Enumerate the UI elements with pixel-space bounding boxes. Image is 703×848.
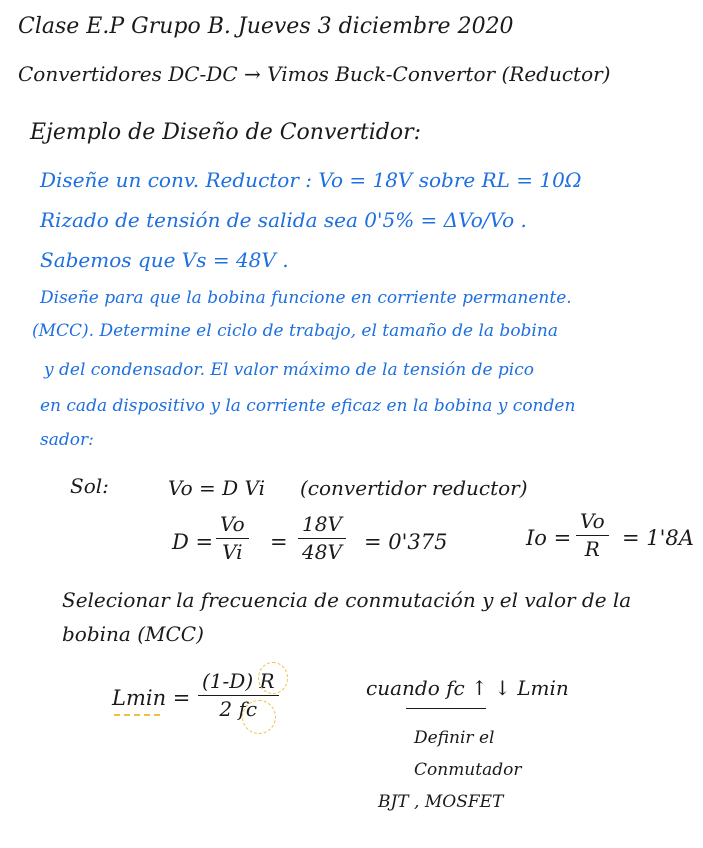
- select-line-2: bobina (MCC): [62, 622, 204, 646]
- problem-line-3: Sabemos que Vs = 48V .: [40, 248, 289, 272]
- lmin-highlight-underline: [114, 714, 160, 716]
- io-result: = 1'8A: [622, 526, 694, 550]
- eq-vo: Vo = D Vi: [168, 476, 266, 500]
- r-highlight-circle: [258, 662, 288, 694]
- lmin-frac-num: (1-D) R: [202, 669, 275, 693]
- d-equals: =: [270, 530, 288, 554]
- d-fraction-1: [216, 513, 249, 564]
- io-frac-den: R: [584, 537, 600, 561]
- header-line-1: Clase E.P Grupo B. Jueves 3 diciembre 2020: [18, 14, 514, 39]
- cuando-underline: [406, 708, 486, 709]
- cuando-line: cuando fc ↑ ↓ Lmin: [366, 676, 569, 700]
- problem-line-2: Rizado de tensión de salida sea 0'5% = ΔVo/Vo .: [40, 208, 527, 232]
- io-frac-bar: [576, 535, 609, 536]
- d-frac1-num: Vo: [220, 512, 245, 536]
- d-frac2-den: 48V: [302, 540, 342, 564]
- d-lhs: D =: [172, 530, 214, 554]
- sol-label: Sol:: [70, 474, 109, 498]
- problem-line-7: en cada dispositivo y la corriente eficaz en la bobina y conden: [40, 396, 576, 416]
- example-heading: Ejemplo de Diseño de Convertidor:: [30, 120, 422, 145]
- io-fraction: [576, 510, 609, 561]
- lmin-lhs: Lmin =: [112, 686, 191, 710]
- problem-line-6: y del condensador. El valor máximo de la tensión de pico: [44, 360, 534, 380]
- lmin-frac-den: 2 fc: [219, 697, 258, 721]
- problem-line-4: Diseñe para que la bobina funcione en corriente permanente.: [40, 288, 572, 308]
- d-fraction-2: [298, 513, 346, 564]
- d-frac2-num: 18V: [302, 512, 342, 536]
- select-line-1: Selecionar la frecuencia de conmutación y el valor de la: [62, 588, 632, 612]
- fc-highlight-circle: [242, 700, 276, 734]
- io-frac-num: Vo: [580, 509, 605, 533]
- definir-line-3: BJT , MOSFET: [378, 792, 504, 812]
- io-lhs: Io =: [526, 526, 572, 550]
- eq-vo-note: (convertidor reductor): [300, 476, 528, 500]
- d-frac1-bar: [216, 538, 249, 539]
- definir-line-1: Definir el: [414, 728, 495, 748]
- lmin-frac-bar: [198, 695, 279, 696]
- problem-line-1: Diseñe un conv. Reductor : Vo = 18V sobre RL = 10Ω: [40, 168, 582, 192]
- d-result: = 0'375: [364, 530, 448, 554]
- d-frac1-den: Vi: [222, 540, 243, 564]
- header-line-2: Convertidores DC-DC → Vimos Buck-Convertor (Reductor): [18, 62, 611, 86]
- problem-line-8: sador:: [40, 430, 94, 450]
- d-frac2-bar: [298, 538, 346, 539]
- problem-line-5: (MCC). Determine el ciclo de trabajo, el tamaño de la bobina: [32, 321, 558, 341]
- definir-line-2: Conmutador: [414, 760, 522, 780]
